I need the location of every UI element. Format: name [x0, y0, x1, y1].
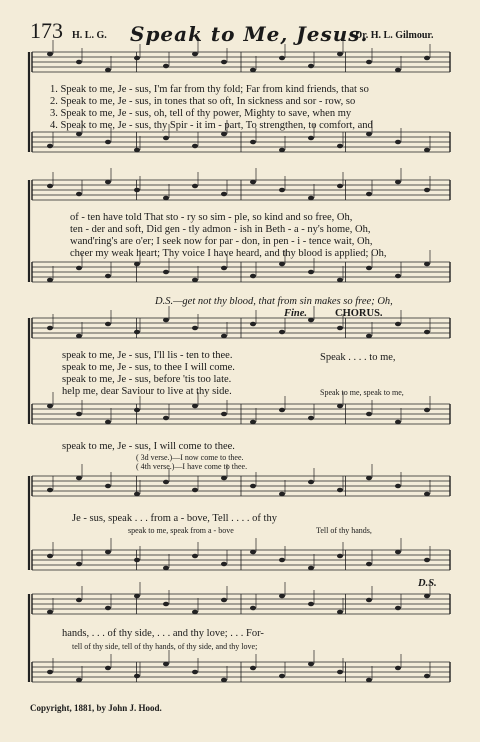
note-head: [221, 132, 227, 137]
note-head: [395, 606, 401, 611]
note-head: [76, 60, 82, 65]
ds-lyric-line: D.S.—get not thy blood, that from sin makes so free; Oh,: [155, 296, 393, 307]
note-head: [76, 678, 82, 683]
note-head: [308, 662, 314, 667]
note-head: [279, 408, 285, 413]
note-head: [163, 416, 169, 421]
verse-line-3: speak to me, Je - sus, before 'tis too late.: [62, 374, 232, 385]
note-head: [192, 404, 198, 409]
note-head: [105, 140, 111, 145]
note-head: [308, 318, 314, 323]
note-head: [163, 64, 169, 69]
chorus-lower-lyric-right: Tell of thy hands,: [316, 526, 372, 535]
note-head: [192, 554, 198, 559]
note-head: [163, 566, 169, 571]
note-head: [192, 326, 198, 331]
fine-marking: Fine.: [284, 308, 308, 319]
note-head: [424, 408, 430, 413]
note-head: [279, 330, 285, 335]
note-head: [163, 136, 169, 141]
note-head: [279, 558, 285, 563]
note-head: [366, 598, 372, 603]
note-head: [105, 484, 111, 489]
note-head: [308, 416, 314, 421]
chorus-bass-lyric: speak to me, Je - sus, I will come to thee.: [62, 441, 235, 452]
note-head: [424, 594, 430, 599]
note-head: [47, 670, 53, 675]
note-head: [279, 594, 285, 599]
note-head: [134, 262, 140, 267]
note-head: [424, 188, 430, 193]
note-head: [337, 554, 343, 559]
note-head: [47, 326, 53, 331]
note-head: [105, 274, 111, 279]
note-head: [134, 188, 140, 193]
note-head: [308, 136, 314, 141]
note-head: [395, 322, 401, 327]
verse-line-4: 4. Speak to me, Je - sus, thy Spir - it im - part, To strengthen, to comfort, and: [50, 120, 373, 131]
note-head: [47, 404, 53, 409]
note-head: [395, 68, 401, 73]
note-head: [76, 266, 82, 271]
note-head: [221, 678, 227, 683]
note-head: [105, 606, 111, 611]
verse-line-3: wand'ring's are o'er; I seek now for par - don, in pen - i - tence wait, Oh,: [70, 236, 373, 247]
note-head: [250, 140, 256, 145]
verse-line-2: ten - der and soft, Did gen - tly admon - ish in Beth - a - ny's home, Oh,: [70, 224, 371, 235]
note-head: [76, 412, 82, 417]
lyricist-initials: H. L. G.: [72, 30, 107, 41]
note-head: [192, 144, 198, 149]
note-head: [163, 480, 169, 485]
note-head: [366, 334, 372, 339]
note-head: [105, 180, 111, 185]
note-head: [308, 602, 314, 607]
verse-line-1: 1. Speak to me, Je - sus, I'm far from thy fold; Far from kind friends, that so: [50, 84, 369, 95]
note-head: [134, 492, 140, 497]
ds-marking: D.S.: [418, 578, 437, 589]
note-head: [192, 184, 198, 189]
note-head: [134, 408, 140, 413]
note-head: [279, 262, 285, 267]
note-head: [424, 262, 430, 267]
note-head: [308, 566, 314, 571]
note-head: [279, 188, 285, 193]
note-head: [192, 278, 198, 283]
note-head: [47, 144, 53, 149]
note-head: [424, 148, 430, 153]
note-head: [76, 598, 82, 603]
note-head: [163, 602, 169, 607]
note-head: [308, 196, 314, 201]
note-head: [192, 52, 198, 57]
note-head: [163, 662, 169, 667]
note-head: [192, 488, 198, 493]
note-head: [395, 140, 401, 145]
note-head: [192, 670, 198, 675]
copyright-notice: Copyright, 1881, by John J. Hood.: [30, 703, 162, 713]
note-head: [279, 492, 285, 497]
note-head: [163, 270, 169, 275]
note-head: [250, 180, 256, 185]
verse-line-2: speak to me, Je - sus, to thee I will come.: [62, 362, 235, 373]
note-head: [308, 64, 314, 69]
verse-line-4: cheer my weak heart; Thy voice I have heard, and thy blood is applied; Oh,: [70, 248, 387, 259]
note-head: [366, 192, 372, 197]
note-head: [395, 550, 401, 555]
chorus-marking: CHORUS.: [335, 308, 383, 319]
note-head: [134, 558, 140, 563]
note-head: [337, 488, 343, 493]
chorus-upper-lyric: hands, . . . of thy side, . . . and thy love; . . . For-: [62, 628, 264, 639]
note-head: [279, 674, 285, 679]
verse-line-1: of - ten have told That sto - ry so sim - ple, so kind and so free, Oh,: [70, 212, 353, 223]
note-head: [366, 562, 372, 567]
note-head: [221, 562, 227, 567]
note-head: [221, 598, 227, 603]
chorus-sub-lyric: Speak to me, speak to me,: [320, 388, 404, 397]
chorus-lower-lyric: speak to me, speak from a - bove: [128, 526, 234, 535]
note-head: [337, 278, 343, 283]
chorus-lead-lyric: Speak . . . . to me,: [320, 352, 396, 363]
note-head: [250, 666, 256, 671]
note-head: [366, 60, 372, 65]
note-head: [279, 56, 285, 61]
note-head: [47, 184, 53, 189]
note-head: [395, 420, 401, 425]
note-head: [221, 266, 227, 271]
note-head: [192, 610, 198, 615]
chorus-bass-lyric-v3: ( 3d verse.)—I now come to thee.: [136, 453, 244, 462]
note-head: [424, 330, 430, 335]
note-head: [221, 334, 227, 339]
note-head: [279, 148, 285, 153]
note-head: [250, 420, 256, 425]
note-head: [105, 68, 111, 73]
note-head: [163, 196, 169, 201]
note-head: [105, 666, 111, 671]
note-head: [105, 420, 111, 425]
note-head: [76, 476, 82, 481]
note-head: [163, 318, 169, 323]
note-head: [337, 144, 343, 149]
hymn-number: 173: [30, 18, 63, 43]
chorus-upper-lyric: Je - sus, speak . . . from a - bove, Tell . . . . of thy: [72, 513, 277, 524]
note-head: [134, 330, 140, 335]
note-head: [337, 184, 343, 189]
chorus-lower-lyric: tell of thy side, tell of thy hands, of thy side, and thy love;: [72, 642, 258, 651]
note-head: [366, 266, 372, 271]
note-head: [395, 666, 401, 671]
note-head: [337, 670, 343, 675]
composer-name: Dr. H. L. Gilmour.: [355, 30, 434, 41]
note-head: [250, 606, 256, 611]
note-head: [76, 562, 82, 567]
note-head: [105, 550, 111, 555]
verse-line-2: 2. Speak to me, Je - sus, in tones that so oft, In sickness and sor - row, so: [50, 96, 356, 107]
note-head: [250, 484, 256, 489]
note-head: [337, 610, 343, 615]
note-head: [47, 610, 53, 615]
note-head: [366, 132, 372, 137]
note-head: [134, 594, 140, 599]
note-head: [47, 52, 53, 57]
note-head: [134, 148, 140, 153]
note-head: [47, 554, 53, 559]
note-head: [76, 334, 82, 339]
note-head: [221, 60, 227, 65]
note-head: [337, 52, 343, 57]
note-head: [221, 476, 227, 481]
note-head: [424, 492, 430, 497]
note-head: [76, 132, 82, 137]
note-head: [105, 322, 111, 327]
note-head: [424, 56, 430, 61]
note-head: [250, 322, 256, 327]
verse-line-3: 3. Speak to me, Je - sus, oh, tell of thy power, Mighty to save, when my: [50, 108, 352, 119]
note-head: [308, 480, 314, 485]
note-head: [250, 274, 256, 279]
note-head: [395, 180, 401, 185]
note-head: [221, 192, 227, 197]
note-head: [366, 412, 372, 417]
note-head: [250, 68, 256, 73]
note-head: [134, 674, 140, 679]
verse-line-1: speak to me, Je - sus, I'll lis - ten to thee.: [62, 350, 233, 361]
verse-line-4: help me, dear Saviour to live at thy side.: [62, 386, 232, 397]
note-head: [250, 550, 256, 555]
note-head: [424, 674, 430, 679]
note-head: [337, 404, 343, 409]
note-head: [47, 278, 53, 283]
note-head: [395, 274, 401, 279]
note-head: [424, 558, 430, 563]
note-head: [366, 476, 372, 481]
note-head: [221, 412, 227, 417]
note-head: [134, 56, 140, 61]
note-head: [395, 484, 401, 489]
note-head: [47, 488, 53, 493]
note-head: [308, 270, 314, 275]
hymn-title: Speak to Me, Jesus.: [130, 22, 369, 46]
note-head: [366, 678, 372, 683]
note-head: [337, 326, 343, 331]
note-head: [76, 192, 82, 197]
chorus-bass-lyric-v4: ( 4th verse.)—I have come to thee.: [136, 462, 248, 471]
